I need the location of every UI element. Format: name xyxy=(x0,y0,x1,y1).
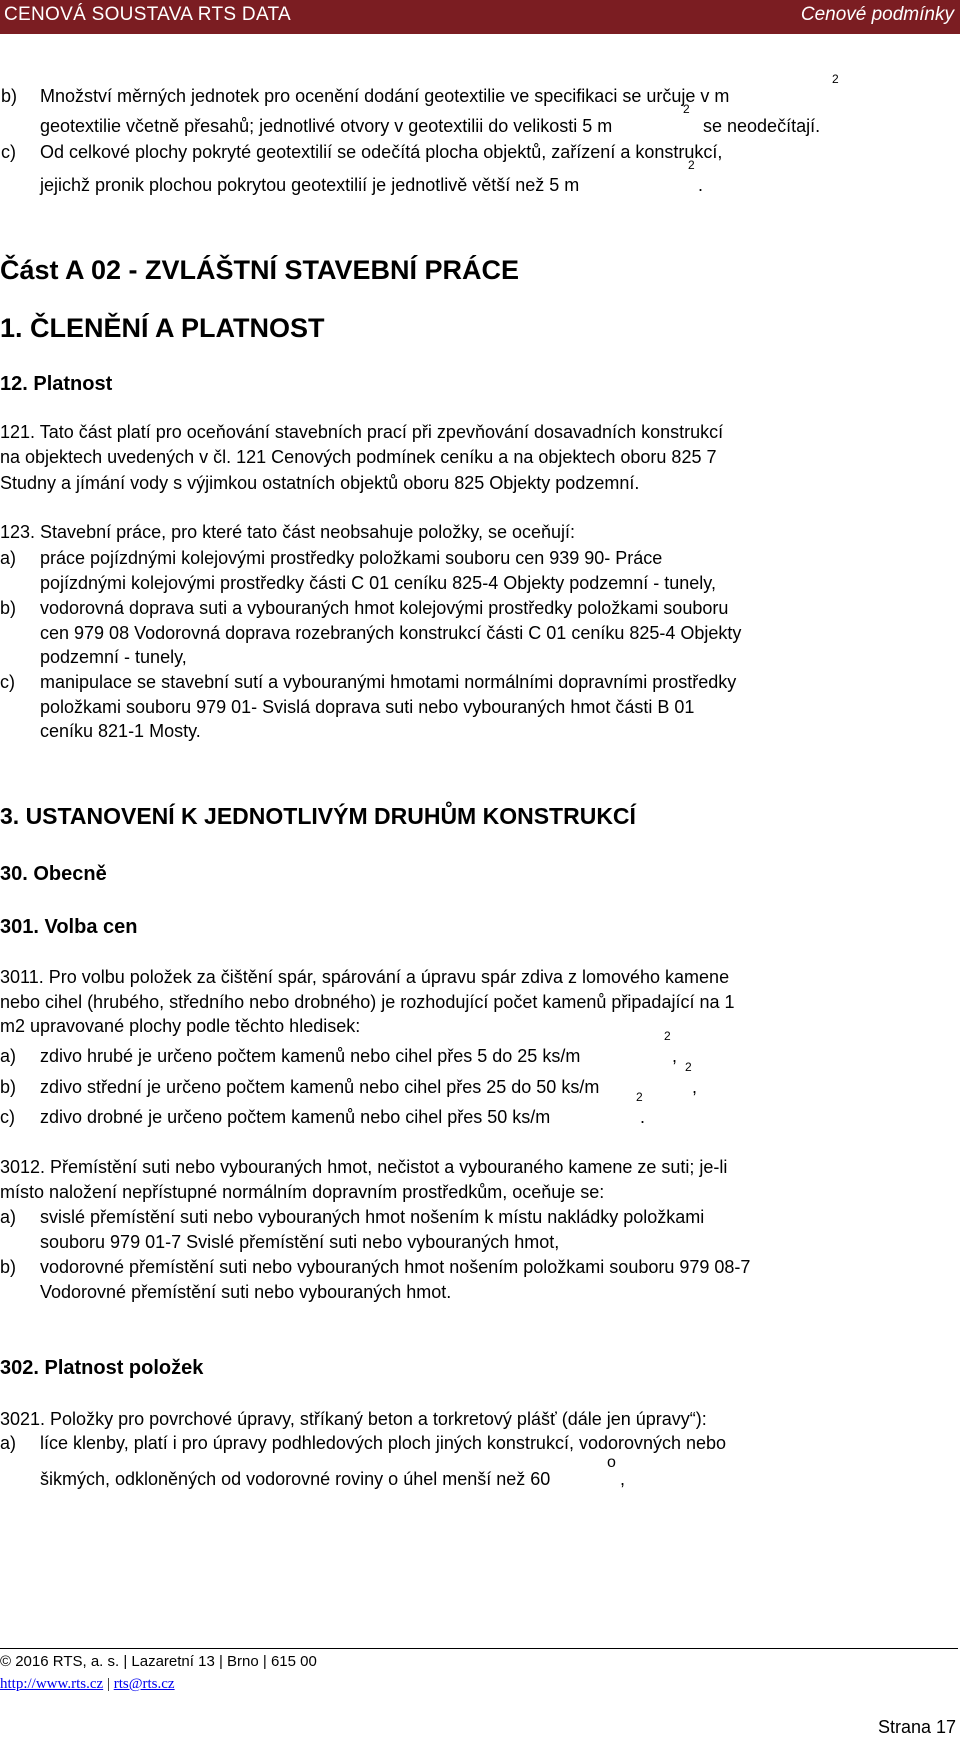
list-label: a) xyxy=(0,1207,17,1227)
paragraph-line: zdivo drobné je určeno počtem kamenů nebo cihel přes 50 ks/m xyxy=(40,1107,551,1127)
superscript: 2 xyxy=(688,158,695,172)
paragraph-line: 123. Stavební práce, pro které tato část neobsahuje položky, se oceňují: xyxy=(0,522,576,542)
paragraph-line: Studny a jímání vody s výjimkou ostatních objektů oboru 825 Objekty podzemní. xyxy=(0,473,640,493)
paragraph-line: cen 979 08 Vodorovná doprava rozebraných konstrukcí části C 01 ceníku 825-4 Objekty xyxy=(40,623,742,643)
paragraph-line: Množství měrných jednotek pro ocenění dodání geotextilie ve specifikaci se určuje v m xyxy=(40,86,730,106)
paragraph-line: se neodečítají. xyxy=(703,116,821,136)
subsection-title: 30. Obecně xyxy=(0,863,107,885)
list-label: a) xyxy=(0,548,17,568)
paragraph-line: vodorovné přemístění suti nebo vybouraných hmot nošením položkami souboru 979 08-7 xyxy=(40,1257,751,1277)
paragraph-line: geotextilie včetně přesahů; jednotlivé otvory v geotextilii do velikosti 5 m xyxy=(40,116,613,136)
paragraph-line: položkami souboru 979 01- Svislá doprava suti nebo vybouraných hmot části B 01 xyxy=(40,697,695,717)
paragraph-line: 3012. Přemístění suti nebo vybouraných hmot, nečistot a vybouraného kamene ze suti; je-li xyxy=(0,1157,728,1177)
list-label: b) xyxy=(0,598,17,618)
part-title: Část A 02 - ZVLÁŠTNÍ STAVEBNÍ PRÁCE xyxy=(0,255,520,285)
paragraph-line: šikmých, odkloněných od vodorovné roviny o úhel menší než 60 xyxy=(40,1469,551,1489)
paragraph-line: 3011. Pro volbu položek za čištění spár, spárování a úpravu spár zdiva z lomového kamene xyxy=(0,967,730,987)
list-label: b) xyxy=(1,86,18,106)
paragraph-line: souboru 979 01-7 Svislé přemístění suti nebo vybouraných hmot, xyxy=(40,1232,560,1252)
page-header xyxy=(0,0,960,34)
paragraph-line: Vodorovné přemístění suti nebo vybouraných hmot. xyxy=(40,1282,452,1302)
website-link[interactable]: http://www.rts.cz xyxy=(0,1676,104,1692)
paragraph-line: zdivo hrubé je určeno počtem kamenů nebo cihel přes 5 do 25 ks/m xyxy=(40,1046,581,1066)
subsection-title: 302. Platnost položek xyxy=(0,1357,204,1379)
paragraph-line: zdivo střední je určeno počtem kamenů nebo cihel přes 25 do 50 ks/m xyxy=(40,1077,600,1097)
paragraph-line: práce pojízdnými kolejovými prostředky položkami souboru cen 939 90- Práce xyxy=(40,548,663,568)
paragraph-line: m2 upravované plochy podle těchto hledisek: xyxy=(0,1016,361,1036)
footer-separator: | xyxy=(103,1676,114,1692)
section-title: 3. USTANOVENÍ K JEDNOTLIVÝM DRUHŮM KONSTRUKCÍ xyxy=(0,803,636,829)
paragraph-line: líce klenby, platí i pro úpravy podhledových ploch jiných konstrukcí, vodorovných nebo xyxy=(40,1433,727,1453)
subsection-title: 12. Platnost xyxy=(0,373,113,395)
paragraph-line: podzemní - tunely, xyxy=(40,647,187,667)
page-number: Strana 17 xyxy=(877,1717,956,1737)
superscript: 2 xyxy=(664,1029,671,1043)
paragraph-line: vodorovná doprava suti a vybouraných hmot kolejovými prostředky položkami souboru xyxy=(40,598,729,618)
list-label: a) xyxy=(0,1046,17,1066)
paragraph-line: 121. Tato část platí pro oceňování stavebních prací při zpevňování dosavadních konstrukcí xyxy=(0,422,724,442)
paragraph-line: , xyxy=(672,1046,678,1066)
section-title: 1. ČLENĚNÍ A PLATNOST xyxy=(0,313,325,343)
paragraph-line: manipulace se stavební sutí a vybouranými hmotami normálními dopravními prostředky xyxy=(40,672,737,692)
degree-superscript: o xyxy=(607,1454,616,1471)
email-link[interactable]: rts@rts.cz xyxy=(113,1676,175,1692)
paragraph-line: nebo cihel (hrubého, středního nebo drobného) je rozhodující počet kamenů připadající na 1 xyxy=(0,992,735,1012)
superscript: 2 xyxy=(683,102,690,116)
header-title: CENOVÁ SOUSTAVA RTS DATA xyxy=(4,4,291,25)
paragraph-line: pojízdnými kolejovými prostředky části C 01 ceníku 825-4 Objekty podzemní - tunely, xyxy=(40,573,716,593)
list-label: c) xyxy=(0,672,15,692)
header-section: Cenové podmínky xyxy=(800,4,954,25)
paragraph-line: . xyxy=(640,1107,646,1127)
paragraph-line: , xyxy=(620,1469,626,1489)
superscript: 2 xyxy=(636,1090,643,1104)
superscript: 2 xyxy=(832,72,839,86)
footer-links xyxy=(0,1676,175,1693)
paragraph-line: . xyxy=(698,175,704,195)
paragraph-line: místo naložení nepřístupné normálním dopravním prostředkům, oceňuje se: xyxy=(0,1182,605,1202)
paragraph-line: 3021. Položky pro povrchové úpravy, stříkaný beton a torkretový plášť (dále jen úpravy“): xyxy=(0,1409,707,1429)
paragraph-line: na objektech uvedených v čl. 121 Cenových podmínek ceníku a na objektech oboru 825 7 xyxy=(0,447,717,467)
superscript: 2 xyxy=(685,1060,692,1074)
paragraph-line: , xyxy=(692,1077,698,1097)
list-label: b) xyxy=(0,1077,17,1097)
paragraph-line: svislé přemístění suti nebo vybouraných hmot nošením k místu nakládky položkami xyxy=(40,1207,705,1227)
footer-address: © 2016 RTS, a. s. | Lazaretní 13 | Brno | 615 00 xyxy=(0,1653,317,1670)
list-label: c) xyxy=(1,142,16,162)
list-label: b) xyxy=(0,1257,17,1277)
footer-divider xyxy=(0,1648,958,1649)
paragraph-line: jejichž pronik plochou pokrytou geotextilií je jednotlivě větší než 5 m xyxy=(40,175,580,195)
list-label: c) xyxy=(0,1107,15,1127)
paragraph-line: ceníku 821-1 Mosty. xyxy=(40,721,201,741)
subsection-title: 301. Volba cen xyxy=(0,916,138,938)
list-label: a) xyxy=(0,1433,17,1453)
paragraph-line: Od celkové plochy pokryté geotextilií se odečítá plocha objektů, zařízení a konstrukcí, xyxy=(40,142,723,162)
